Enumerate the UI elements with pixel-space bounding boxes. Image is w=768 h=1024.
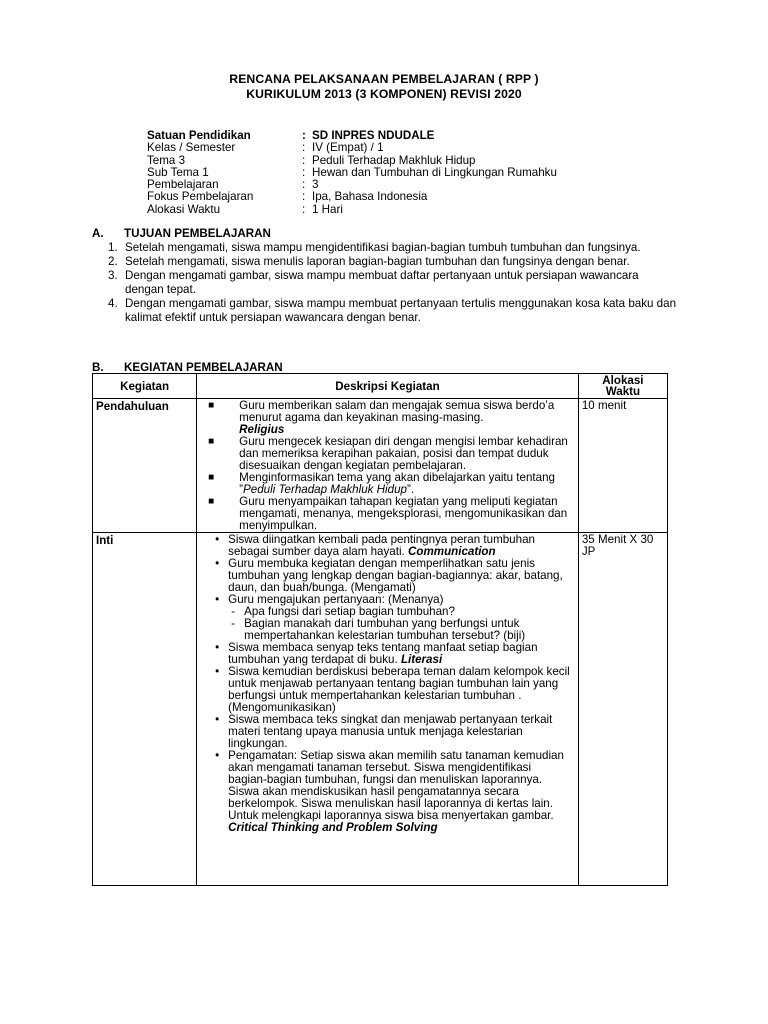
list-item <box>108 241 678 255</box>
square-bullet-icon: ■ <box>208 400 215 411</box>
info-separator: : <box>302 202 306 216</box>
info-value: IV (Empat) / 1 <box>312 141 384 155</box>
info-label: Fokus Pembelajaran <box>147 190 254 204</box>
item-tag: Communication <box>408 545 496 558</box>
list-item <box>197 714 578 750</box>
list-item <box>197 666 578 714</box>
list-item <box>197 496 578 532</box>
document-title-line2: KURIKULUM 2013 (3 KOMPONEN) REVISI 2020 <box>246 87 522 101</box>
item-text: Pengamatan: Setiap siswa akan memilih satu tanaman kemudian akan mengamati tanaman tersebut. Siswa mengidentifikasi bagian-bagian tumbuhan, fungsi dan menuliskan laporannya. Siswa akan mendiskusikan hasil pengamatannya secara berkelompok. Siswa menuliskan hasil laporannya di kertas lain. Untuk melengkapi laporannya siswa bisa menyertakan gambar. <box>228 749 564 822</box>
item-number: 2. <box>108 255 118 268</box>
section-a-heading <box>92 227 271 240</box>
phase-name: Inti <box>93 533 197 886</box>
list-item <box>197 558 578 594</box>
info-label: Tema 3 <box>147 153 186 167</box>
info-separator: : <box>302 165 306 179</box>
info-row <box>147 142 557 154</box>
phase-name: Pendahuluan <box>93 399 197 533</box>
item-number: 3. <box>108 269 118 282</box>
activities-table <box>92 373 668 886</box>
info-label: Satuan Pendidikan <box>147 129 251 142</box>
info-separator: : <box>302 141 306 155</box>
section-letter: A. <box>92 227 104 240</box>
item-text: Bagian manakah dari tumbuhan yang berfungsi untuk mempertahankan kelestarian tumbuhan tersebut? (biji) <box>244 617 526 642</box>
table-row <box>93 399 668 533</box>
bullet-icon: • <box>215 533 220 546</box>
item-text: Dengan mengamati gambar, siswa mampu membuat pertanyaan tertulis menggunakan kosa kata baku dan kalimat efektif untuk persiapan wawancara dengan benar. <box>125 297 677 324</box>
list-item <box>197 750 578 834</box>
info-value: 3 <box>312 178 319 192</box>
bullet-icon: • <box>215 557 220 570</box>
item-text: Apa fungsi dari setiap bagian tumbuhan? <box>244 605 455 618</box>
info-separator: : <box>302 178 306 192</box>
bullet-icon: • <box>215 641 220 654</box>
item-text: Siswa diingatkan kembali pada pentingnya peran tumbuhan sebagai sumber daya alam hayati. <box>228 533 535 558</box>
item-text-end: ”. <box>406 483 415 496</box>
item-text: Setelah mengamati, siswa mampu mengidentifikasi bagian-bagian tumbuh tumbuhan dan fungsinya. <box>125 241 641 254</box>
bullet-icon: • <box>215 665 220 678</box>
section-letter: B. <box>92 361 104 374</box>
info-row <box>147 204 557 216</box>
header-deskripsi: Deskripsi Kegiatan <box>197 374 579 399</box>
list-item <box>197 642 578 666</box>
item-text: Siswa kemudian berdiskusi beberapa teman dalam kelompok kecil untuk menjawab pertanyaan tentang bagian tumbuhan lain yang berfungsi untuk mempertahankan kelestarian tumbuhan . (Mengomunikasikan) <box>228 665 570 714</box>
pendahuluan-list <box>197 399 578 532</box>
item-tag: Literasi <box>400 653 443 666</box>
item-text: Siswa membaca senyap teks tentang manfaat setiap bagian tumbuhan yang terdapat di buku. <box>228 641 538 666</box>
info-separator: : <box>302 190 306 204</box>
phase-time: 35 Menit X 30 JP <box>578 533 667 886</box>
item-text: Guru membuka kegiatan dengan memperlihatkan satu jenis tumbuhan yang lengkap dengan bagian-bagiannya: akar, batang, daun, dan buah/bunga. (Mengamati) <box>228 557 563 594</box>
info-value: SD INPRES NDUDALE <box>312 129 435 142</box>
sub-list-item <box>197 618 578 642</box>
square-bullet-icon: ■ <box>208 472 215 483</box>
item-text: Guru menyampaikan tahapan kegiatan yang meliputi kegiatan mengamati, menanya, mengeksplorasi, mengomunikasikan dan menyimpulkan. <box>239 495 568 532</box>
list-item <box>197 436 578 472</box>
square-bullet-icon: ■ <box>208 496 215 507</box>
list-item <box>197 400 578 436</box>
dash-bullet-icon: - <box>231 605 236 618</box>
identity-block <box>147 130 557 216</box>
section-title: KEGIATAN PEMBELAJARAN <box>124 361 283 374</box>
table-header-row <box>93 374 668 399</box>
info-separator: : <box>302 129 306 142</box>
header-alokasi: Alokasi Waktu <box>578 374 667 399</box>
phase-description <box>197 533 579 886</box>
item-italic-text: Peduli Terhadap Makhluk Hidup <box>243 483 407 496</box>
bullet-icon: • <box>215 749 220 762</box>
info-label: Alokasi Waktu <box>147 202 221 216</box>
info-label: Pembelajaran <box>147 178 219 192</box>
item-text: Guru mengecek kesiapan diri dengan mengisi lembar kehadiran dan memeriksa kerapihan pakaian, posisi dan tempat duduk disesuaikan dengan kegiatan pembelajaran. <box>239 435 568 472</box>
dash-bullet-icon: - <box>231 617 236 630</box>
item-tag: Critical Thinking and Problem Solving <box>228 821 438 834</box>
list-item <box>197 472 578 496</box>
item-text: Guru memberikan salam dan mengajak semua siswa berdo’a menurut agama dan keyakinan masing-masing. <box>239 399 555 424</box>
table-row <box>93 533 668 886</box>
list-item <box>108 269 678 297</box>
info-value: Hewan dan Tumbuhan di Lingkungan Rumahku <box>312 165 557 179</box>
square-bullet-icon: ■ <box>208 436 215 447</box>
info-separator: : <box>302 153 306 167</box>
phase-time: 10 menit <box>578 399 667 533</box>
item-text: Dengan mengamati gambar, siswa mampu membuat daftar pertanyaan untuk persiapan wawancara dengan tepat. <box>125 269 639 296</box>
list-item <box>108 297 678 325</box>
bullet-icon: • <box>215 713 220 726</box>
objectives-list <box>108 241 678 325</box>
list-item <box>197 534 578 558</box>
header-kegiatan: Kegiatan <box>93 374 197 399</box>
info-value: 1 Hari <box>312 202 343 216</box>
info-label: Kelas / Semester <box>147 141 236 155</box>
item-text: Setelah mengamati, siswa menulis laporan bagian-bagian tumbuhan dan fungsinya dengan benar. <box>125 255 630 268</box>
item-text: Menginformasikan tema yang akan dibelajarkan yaitu tentang ” <box>239 471 555 496</box>
bullet-icon: • <box>215 593 220 606</box>
section-title: TUJUAN PEMBELAJARAN <box>124 227 271 240</box>
info-row <box>147 191 557 203</box>
phase-description <box>197 399 579 533</box>
info-value: Peduli Terhadap Makhluk Hidup <box>312 153 476 167</box>
inti-list <box>197 533 578 834</box>
document-title-line1: RENCANA PELAKSANAAN PEMBELAJARAN ( RPP ) <box>229 72 539 86</box>
item-tag: Religius <box>239 423 285 436</box>
item-number: 1. <box>108 241 118 254</box>
item-text: Guru mengajukan pertanyaan: (Menanya) <box>228 593 444 606</box>
info-value: Ipa, Bahasa Indonesia <box>312 190 428 204</box>
item-text: Siswa membaca teks singkat dan menjawab pertanyaan terkait materi tentang upaya manusia untuk menjaga kelestarian lingkungan. <box>228 713 553 750</box>
list-item <box>108 255 678 269</box>
info-label: Sub Tema 1 <box>147 165 209 179</box>
item-number: 4. <box>108 297 118 310</box>
